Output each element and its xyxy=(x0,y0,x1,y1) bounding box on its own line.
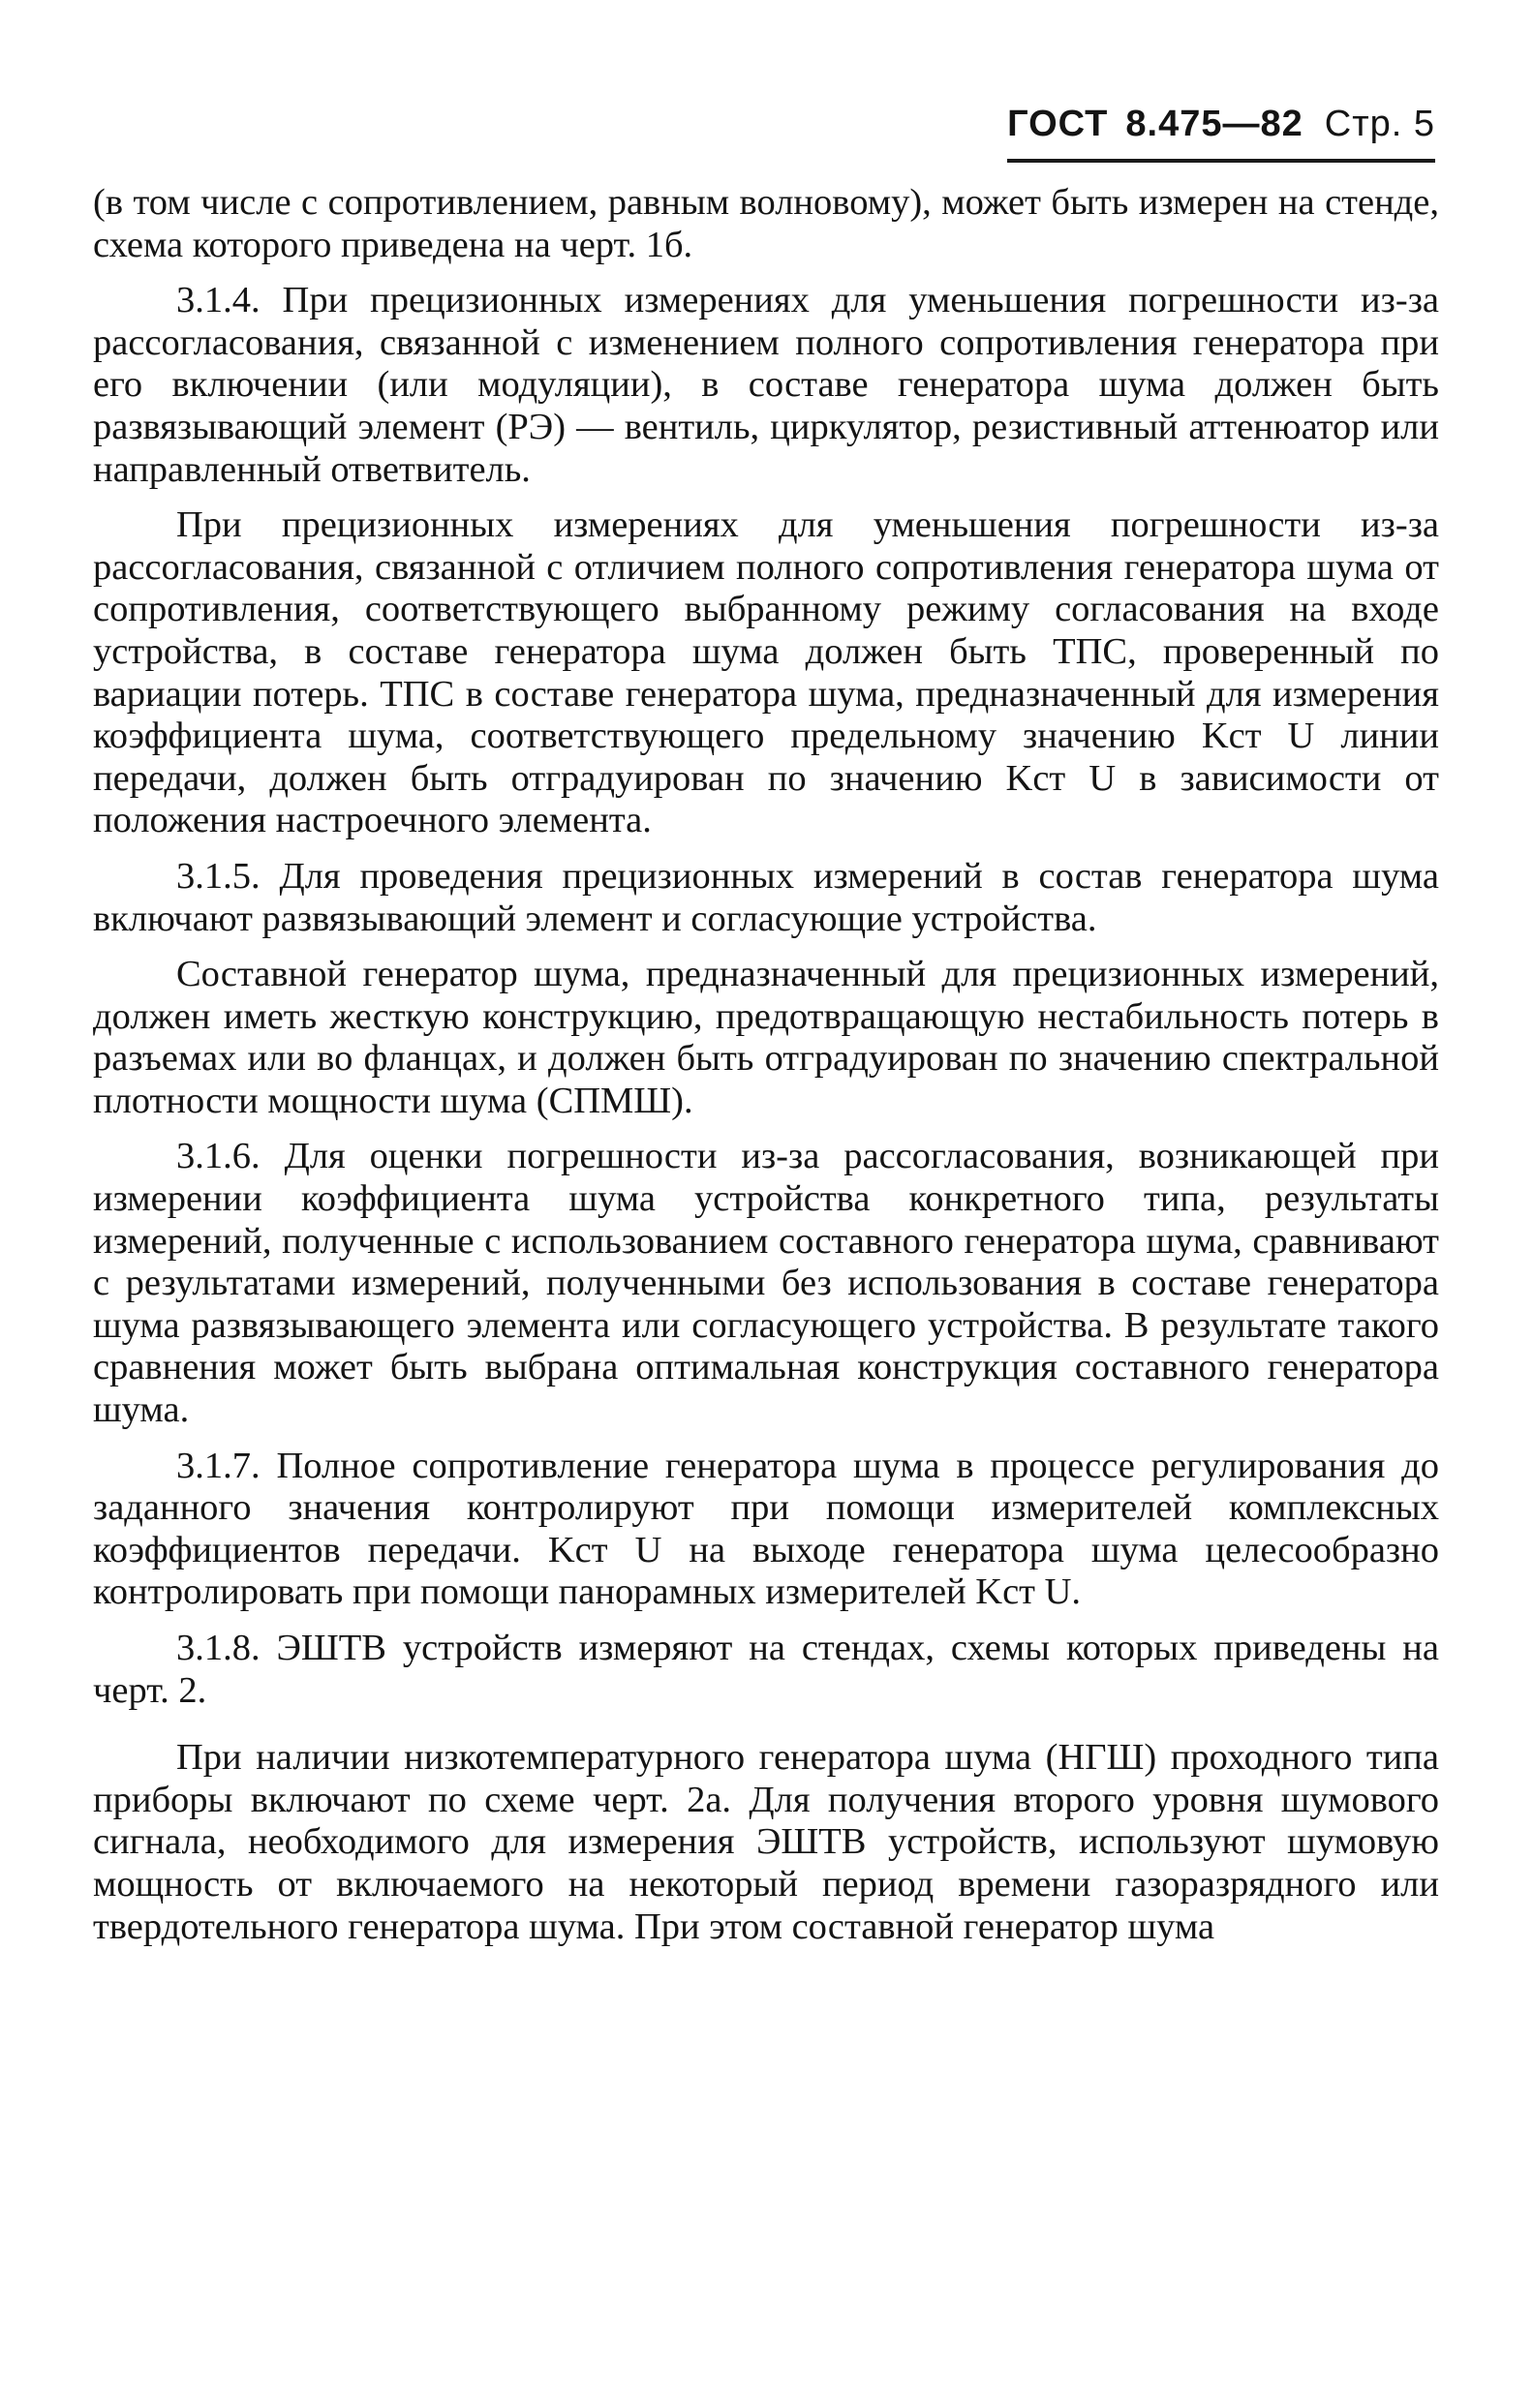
standard-label: ГОСТ xyxy=(1007,104,1109,144)
paragraph-ngsh: При наличии низкотемпературного генератора шума (НГШ) проходного типа приборы включают по схеме черт. 2а. Для получения второго уровня шумового сигнала, необходимого для измерения ЭШТВ устройств, используют шумовую мощность от включаемого на некоторый период времени газоразрядного или твердотельного генератора шума. При этом составной генератор шума xyxy=(93,1737,1439,1947)
paragraph-3-1-4: 3.1.4. При прецизионных измерениях для уменьшения погрешности из-за рассогласования, связанной с изменением полного сопротивления генератора при его включении (или модуляции), в составе генератора шума должен быть развязывающий элемент (РЭ) — вентиль, циркулятор, резистивный аттенюатор или направленный ответвитель. xyxy=(93,280,1439,490)
page-header xyxy=(1007,97,1435,163)
document-body xyxy=(93,182,1439,1948)
paragraph-3-1-6: 3.1.6. Для оценки погрешности из-за рассогласования, возникающей при измерении коэффициента шума устройства конкретного типа, результаты измерений, полученные с использованием составного генератора шума, сравнивают с результатами измерений, полученными без использования в составе генератора шума развязывающего элемента или согласующего устройства. В результате такого сравнения может быть выбрана оптимальная конструкция составного генератора шума. xyxy=(93,1136,1439,1431)
paragraph-continuation: (в том числе с сопротивлением, равным волновому), может быть измерен на стенде, схема которого приведена на черт. 1б. xyxy=(93,182,1439,265)
paragraph-3-1-5: 3.1.5. Для проведения прецизионных измерений в состав генератора шума включают развязывающий элемент и согласующие устройства. xyxy=(93,855,1439,939)
paragraph-3-1-8: 3.1.8. ЭШТВ устройств измеряют на стендах, схемы которых приведены на черт. 2. xyxy=(93,1628,1439,1711)
paragraph-3-1-7: 3.1.7. Полное сопротивление генератора шума в процессе регулирования до заданного значения контролируют при помощи измерителей комплексных коэффициентов передачи. Kст U на выходе генератора шума целесообразно контролировать при помощи панорамных измерителей Kст U. xyxy=(93,1445,1439,1613)
paragraph-tps: При прецизионных измерениях для уменьшения погрешности из-за рассогласования, связанной с отличием полного сопротивления генератора шума от сопротивления, соответствующего выбранному режиму согласования на входе устройства, в составе генератора шума должен быть ТПС, проверенный по вариации потерь. ТПС в составе генератора шума, предназначенный для измерения коэффициента шума, соответствующего предельному значению Kст U линии передачи, должен быть отградуирован по значению Kст U в зависимости от положения настроечного элемента. xyxy=(93,504,1439,841)
paragraph-composite-generator: Составной генератор шума, предназначенный для прецизионных измерений, должен иметь жесткую конструкцию, предотвращающую нестабильность потерь в разъемах или во фланцах, и должен быть отградуирован по значению спектральной плотности мощности шума (СПМШ). xyxy=(93,954,1439,1121)
standard-number: 8.475—82 xyxy=(1125,104,1303,144)
page-number: Стр. 5 xyxy=(1324,104,1435,144)
